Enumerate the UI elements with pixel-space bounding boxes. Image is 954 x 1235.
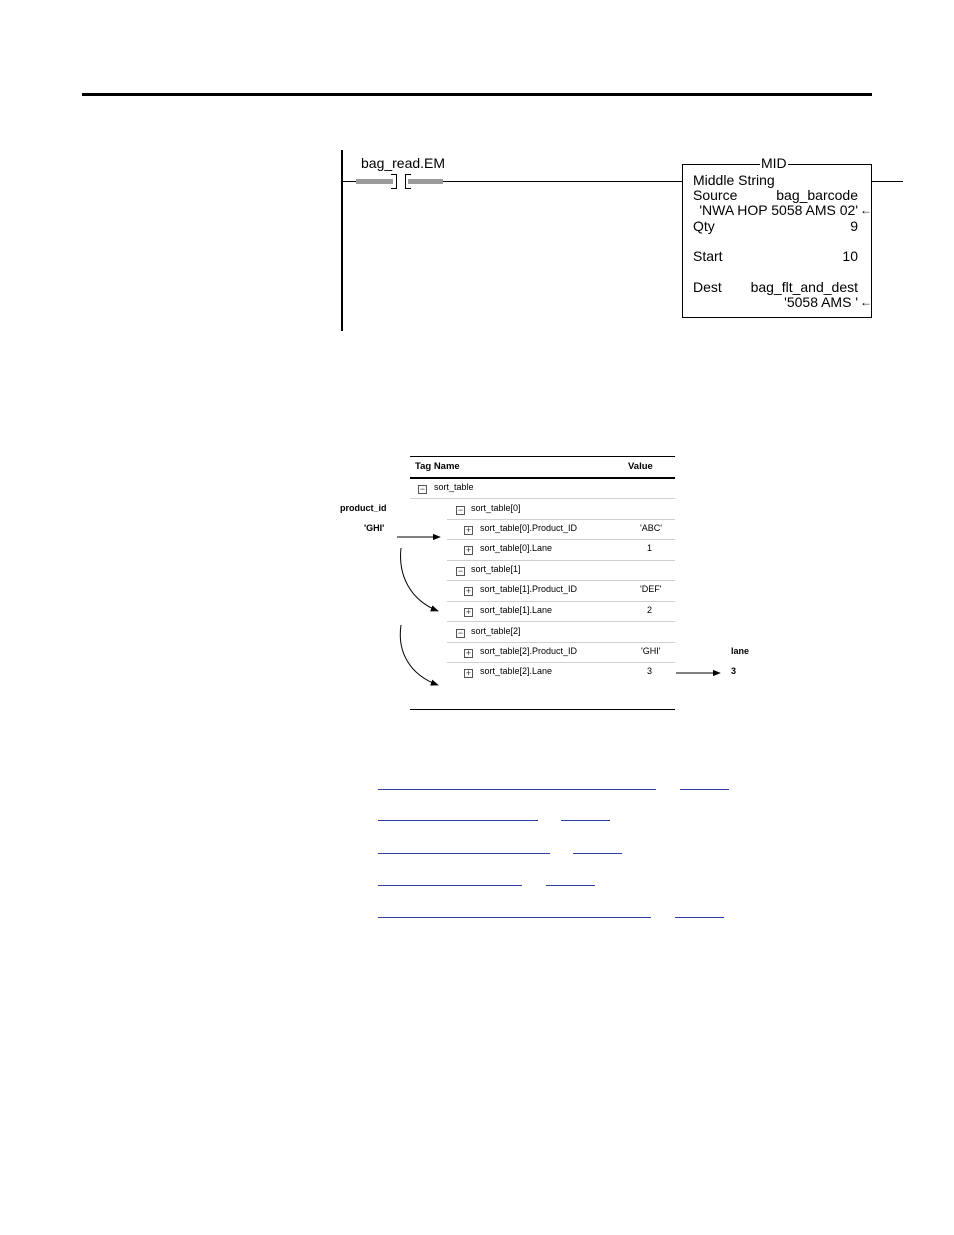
expand-icon[interactable]: +	[465, 668, 472, 678]
collapse-icon[interactable]: −	[457, 505, 464, 515]
link-page[interactable]	[680, 789, 729, 790]
output-label: lane	[731, 646, 750, 656]
collapse-icon[interactable]: −	[457, 566, 464, 576]
tag-value: 1	[647, 543, 653, 553]
expand-icon[interactable]: +	[465, 648, 472, 658]
tag-value: 'DEF'	[640, 584, 662, 594]
start-label: Start	[693, 248, 723, 264]
link-text[interactable]	[378, 853, 550, 854]
source-arrow-icon: ←	[860, 203, 872, 217]
tag-name: sort_table[2].Product_ID	[480, 646, 578, 656]
mid-instruction-title: MID	[761, 155, 787, 171]
qty-value: 9	[850, 218, 858, 234]
input-value: 'GHI'	[364, 523, 385, 533]
search-arrow-1	[401, 548, 438, 611]
tag-name: sort_table[1].Lane	[480, 605, 553, 615]
tag-value: 3	[647, 666, 653, 676]
dest-tag: bag_flt_and_dest	[750, 279, 858, 295]
collapse-icon[interactable]: −	[419, 484, 426, 494]
contact-tag-label: bag_read.EM	[361, 155, 446, 171]
source-label: Source	[693, 187, 738, 203]
expand-icon[interactable]: +	[465, 607, 472, 617]
column-header-value: Value	[628, 461, 653, 472]
output-value: 3	[731, 666, 737, 676]
link-page[interactable]	[546, 885, 595, 886]
tag-name: sort_table	[434, 482, 474, 492]
tag-value: 'ABC'	[640, 523, 662, 533]
link-page[interactable]	[675, 917, 724, 918]
qty-label: Qty	[693, 218, 715, 234]
source-value: 'NWA HOP 5058 AMS 02'	[699, 202, 858, 218]
dest-arrow-icon: ←	[860, 295, 872, 309]
link-page[interactable]	[561, 820, 610, 821]
mid-description: Middle String	[693, 172, 775, 188]
tag-value: 2	[647, 605, 653, 615]
start-value: 10	[842, 248, 858, 264]
link-text[interactable]	[378, 789, 656, 790]
source-tag: bag_barcode	[776, 187, 858, 203]
dest-value: '5058 AMS '	[784, 294, 858, 310]
link-text[interactable]	[378, 885, 522, 886]
expand-icon[interactable]: +	[465, 525, 472, 535]
tag-name: sort_table[0]	[471, 503, 521, 513]
input-label: product_id	[340, 503, 387, 513]
collapse-icon[interactable]: −	[457, 628, 464, 638]
tag-name: sort_table[1].Product_ID	[480, 584, 578, 594]
tag-name: sort_table[1]	[471, 564, 521, 574]
tag-name: sort_table[2]	[471, 626, 521, 636]
tag-name: sort_table[0].Lane	[480, 543, 553, 553]
tag-value: 'GHI'	[641, 646, 661, 656]
dest-label: Dest	[693, 279, 722, 295]
tag-name: sort_table[0].Product_ID	[480, 523, 578, 533]
expand-icon[interactable]: +	[465, 545, 472, 555]
tag-name: sort_table[2].Lane	[480, 666, 553, 676]
search-arrow-2	[400, 625, 438, 685]
column-header-tag-name: Tag Name	[415, 461, 460, 472]
expand-icon[interactable]: +	[465, 586, 472, 596]
link-page[interactable]	[573, 853, 622, 854]
link-text[interactable]	[378, 917, 651, 918]
link-text[interactable]	[378, 820, 538, 821]
